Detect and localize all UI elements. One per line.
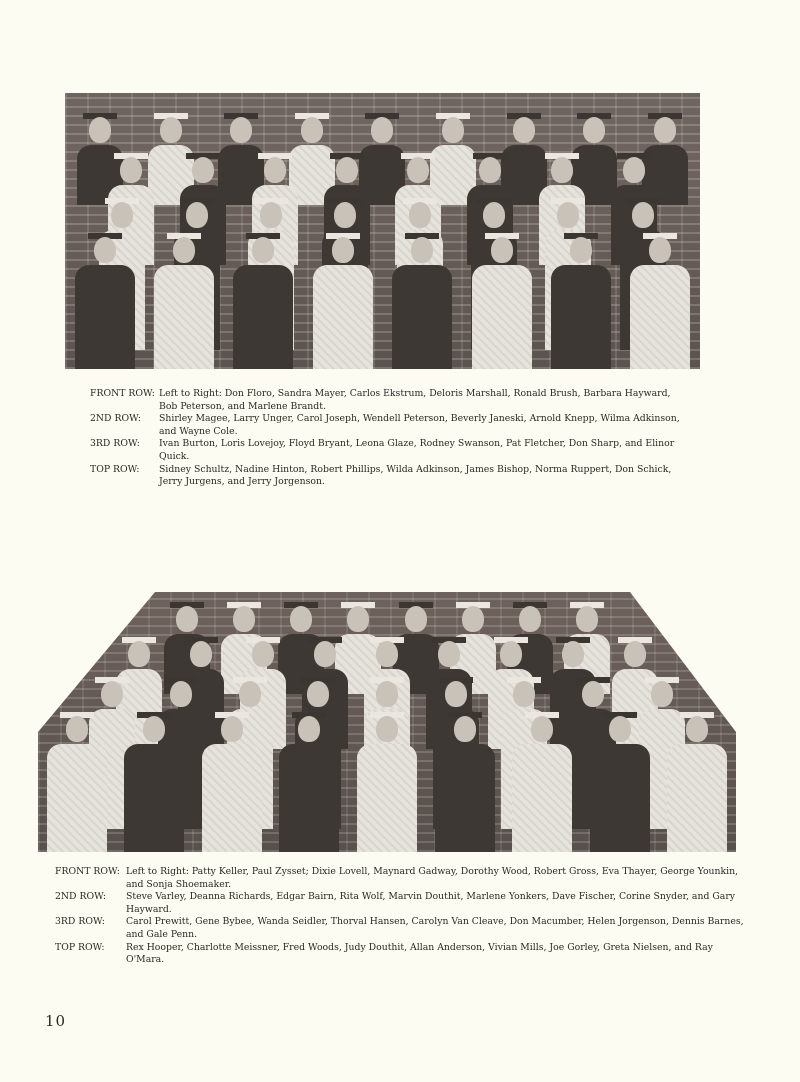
row-names: Ivan Burton, Loris Lovejoy, Floyd Bryant, Leona Glaze, Rodney Swanson, Pat Fletcher, Don Sharp, and Elinor Quick. [159,438,675,462]
class-photo-2 [38,592,736,852]
row-label: FRONT ROW: [55,866,120,877]
row-names: Left to Right: Don Floro, Sandra Mayer, Carlos Ekstrum, Deloris Marshall, Ronald Brush, Barbara Hayward, Bob Peterson, and Marlene Brandt. [159,388,671,412]
row-label: TOP ROW: [55,941,105,953]
caption-second-row [55,891,745,916]
photo-row-front [38,712,736,852]
row-label: 3RD ROW: [90,438,140,450]
row-names: Carol Prewitt, Gene Bybee, Wanda Seidler, Thorval Hansen, Carolyn Van Cleave, Don Macumber, Helen Jorgenson, Dennis Barnes, and Gale Penn. [126,916,744,940]
row-names: Sidney Schultz, Nadine Hinton, Robert Phillips, Wilda Adkinson, James Bishop, Norma Ruppert, Don Schick, Jerry Jurgens, and Jerry Jorgenson. [159,463,672,488]
caption-front-row [55,866,745,891]
row-names: Rex Hooper, Charlotte Meissner, Fred Woods, Judy Douthit, Allan Anderson, Vivian Mills, Joe Gorley, Greta Nielsen, and Ray O'Mara. [126,941,713,966]
caption-third-row [55,916,745,941]
row-names: Left to Right: Patty Keller, Paul Zysset; Dixie Lovell, Maynard Gadway, Dorothy Wood, Robert Gross, Eva Thayer, George Younkin, and Sonja Shoemaker. [126,866,739,890]
photo-row-front [65,233,700,369]
page-number: 10 [45,1012,67,1030]
photo-1-caption [90,388,690,489]
row-names: Steve Varley, Deanna Richards, Edgar Bairn, Rita Wolf, Marvin Douthit, Marlene Yonkers, Dave Fischer, Corine Snyder, and Gary Hayward. [126,891,736,915]
caption-second-row [90,413,690,438]
row-label: TOP ROW: [90,463,140,475]
caption-top-row [90,464,690,489]
caption-third-row [90,438,690,463]
photo-2-caption [55,866,745,967]
row-label: 2ND ROW: [90,413,141,425]
row-label: 2ND ROW: [55,891,106,903]
row-label: FRONT ROW: [90,388,155,399]
caption-front-row [90,388,690,413]
class-photo-1 [65,93,700,369]
row-label: 3RD ROW: [55,916,105,928]
caption-top-row [55,942,745,967]
row-names: Shirley Magee, Larry Unger, Carol Joseph, Wendell Peterson, Beverly Janeski, Arnold Knepp, Wilma Adkinson, and Wayne Cole. [159,413,680,437]
